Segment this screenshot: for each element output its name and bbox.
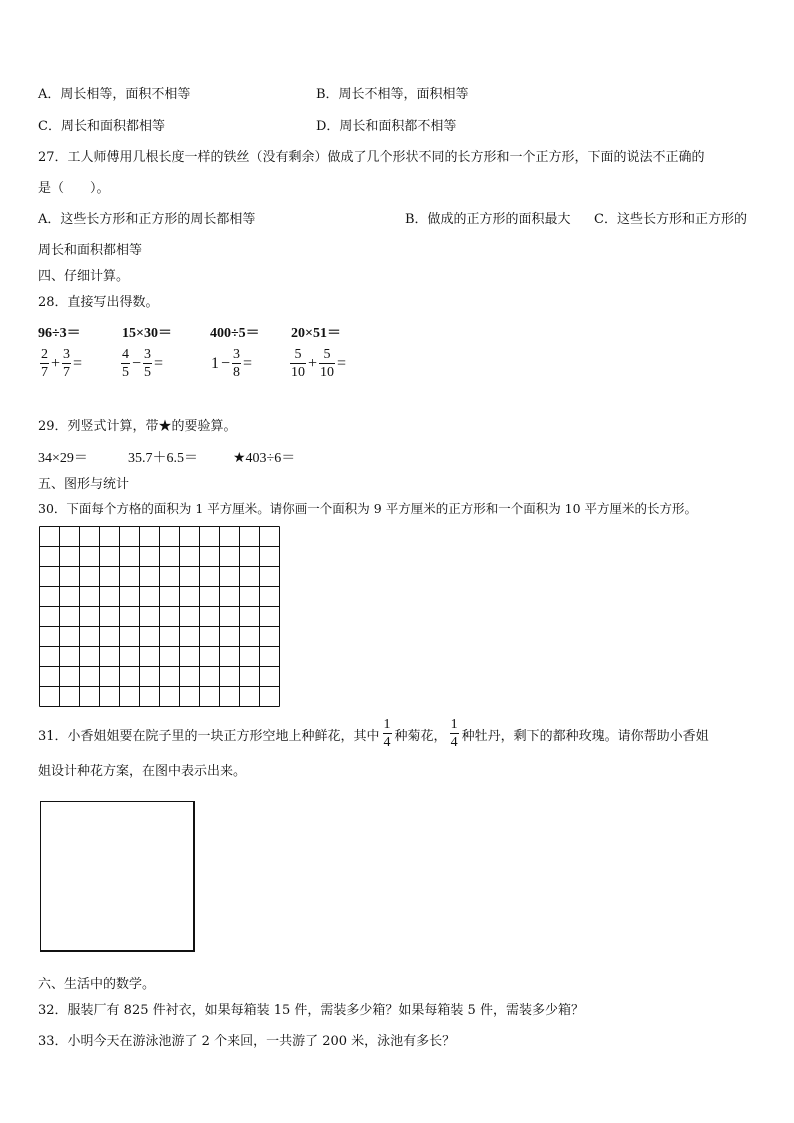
q31-stem-line2: 姐设计种花方案，在图中表示出来。 [38, 764, 247, 779]
fraction: $\frac{3}{7}$ [63, 347, 71, 380]
q31-stem-line1: 31．小香姐姐要在院子里的一块正方形空地上种鲜花，其中 $\frac{1}{4}$ 种菊花， $\frac{1}{4}$ 种牡丹，剩下的都种玫瑰。请你帮助小香姐 [38, 717, 709, 750]
q32-stem: 32．服装厂有 825 件衬衣，如果每箱装 15 件，需装多少箱？如果每箱装 5 件，需装多少箱？ [38, 1003, 584, 1018]
q28-expr-1: 96÷3＝ [38, 326, 81, 341]
q27-option-c: C．这些长方形和正方形的 [594, 212, 747, 227]
q28-fraction-expr-3: 1 − $\frac{3}{8}$ = [211, 347, 253, 380]
q28-fraction-expr-4: $\frac{5}{10}$ + $\frac{5}{10}$ = [291, 347, 347, 380]
q27-stem-line2: 是（ ）。 [38, 181, 110, 196]
fraction: $\frac{2}{7}$ [41, 347, 48, 380]
fraction-one-quarter: $\frac{1}{4}$ [383, 717, 391, 750]
q28-expr-3: 400÷5＝ [210, 326, 260, 341]
q27-option-c-continued: 周长和面积都相等 [38, 243, 143, 258]
q28-expr-4: 20×51＝ [291, 326, 341, 341]
q29-item-2: 35.7＋6.5＝ [128, 451, 198, 466]
q29-stem: 29．列竖式计算，带★的要验算。 [38, 419, 237, 434]
fraction: $\frac{3}{5}$ [144, 347, 152, 380]
q28-fraction-expr-2: $\frac{4}{5}$ − $\frac{3}{5}$ = [122, 347, 164, 380]
q26-option-b: B．周长不相等，面积相等 [316, 87, 469, 102]
fraction: $\frac{5}{10}$ [320, 347, 335, 380]
q29-item-3: ★403÷6＝ [233, 451, 296, 466]
q30-stem: 30．下面每个方格的面积为 1 平方厘米。请你画一个面积为 9 平方厘米的正方形和一个面积为 10 平方厘米的长方形。 [38, 501, 698, 516]
section-6-title: 六、生活中的数学。 [38, 977, 156, 992]
garden-square [40, 801, 195, 952]
square-grid [39, 526, 280, 707]
fraction-one-quarter: $\frac{1}{4}$ [450, 717, 458, 750]
fraction: $\frac{4}{5}$ [122, 347, 129, 380]
q27-option-a: A．这些长方形和正方形的周长都相等 [38, 212, 256, 227]
section-4-title: 四、仔细计算。 [38, 269, 130, 284]
q27-stem-line1: 27．工人师傅用几根长度一样的铁丝（没有剩余）做成了几个形状不同的长方形和一个正方形，下面的说法不正确的 [38, 150, 705, 165]
q27-option-b: B．做成的正方形的面积最大 [405, 212, 571, 227]
q28-fraction-expr-1: $\frac{2}{7}$ + $\frac{3}{7}$ = [41, 347, 83, 380]
q26-option-c: C．周长和面积都相等 [38, 119, 165, 134]
fraction: $\frac{3}{8}$ [233, 347, 241, 380]
q28-stem: 28．直接写出得数。 [38, 295, 159, 310]
section-5-title: 五、图形与统计 [38, 477, 130, 492]
grid-lines [39, 526, 280, 707]
fraction: $\frac{5}{10}$ [291, 347, 305, 380]
q26-option-a: A．周长相等，面积不相等 [38, 87, 191, 102]
q26-option-d: D．周长和面积都不相等 [316, 119, 457, 134]
q28-expr-2: 15×30＝ [122, 326, 172, 341]
q33-stem: 33．小明今天在游泳池游了 2 个来回，一共游了 200 米，泳池有多长？ [38, 1034, 456, 1049]
q29-item-1: 34×29＝ [38, 451, 88, 466]
